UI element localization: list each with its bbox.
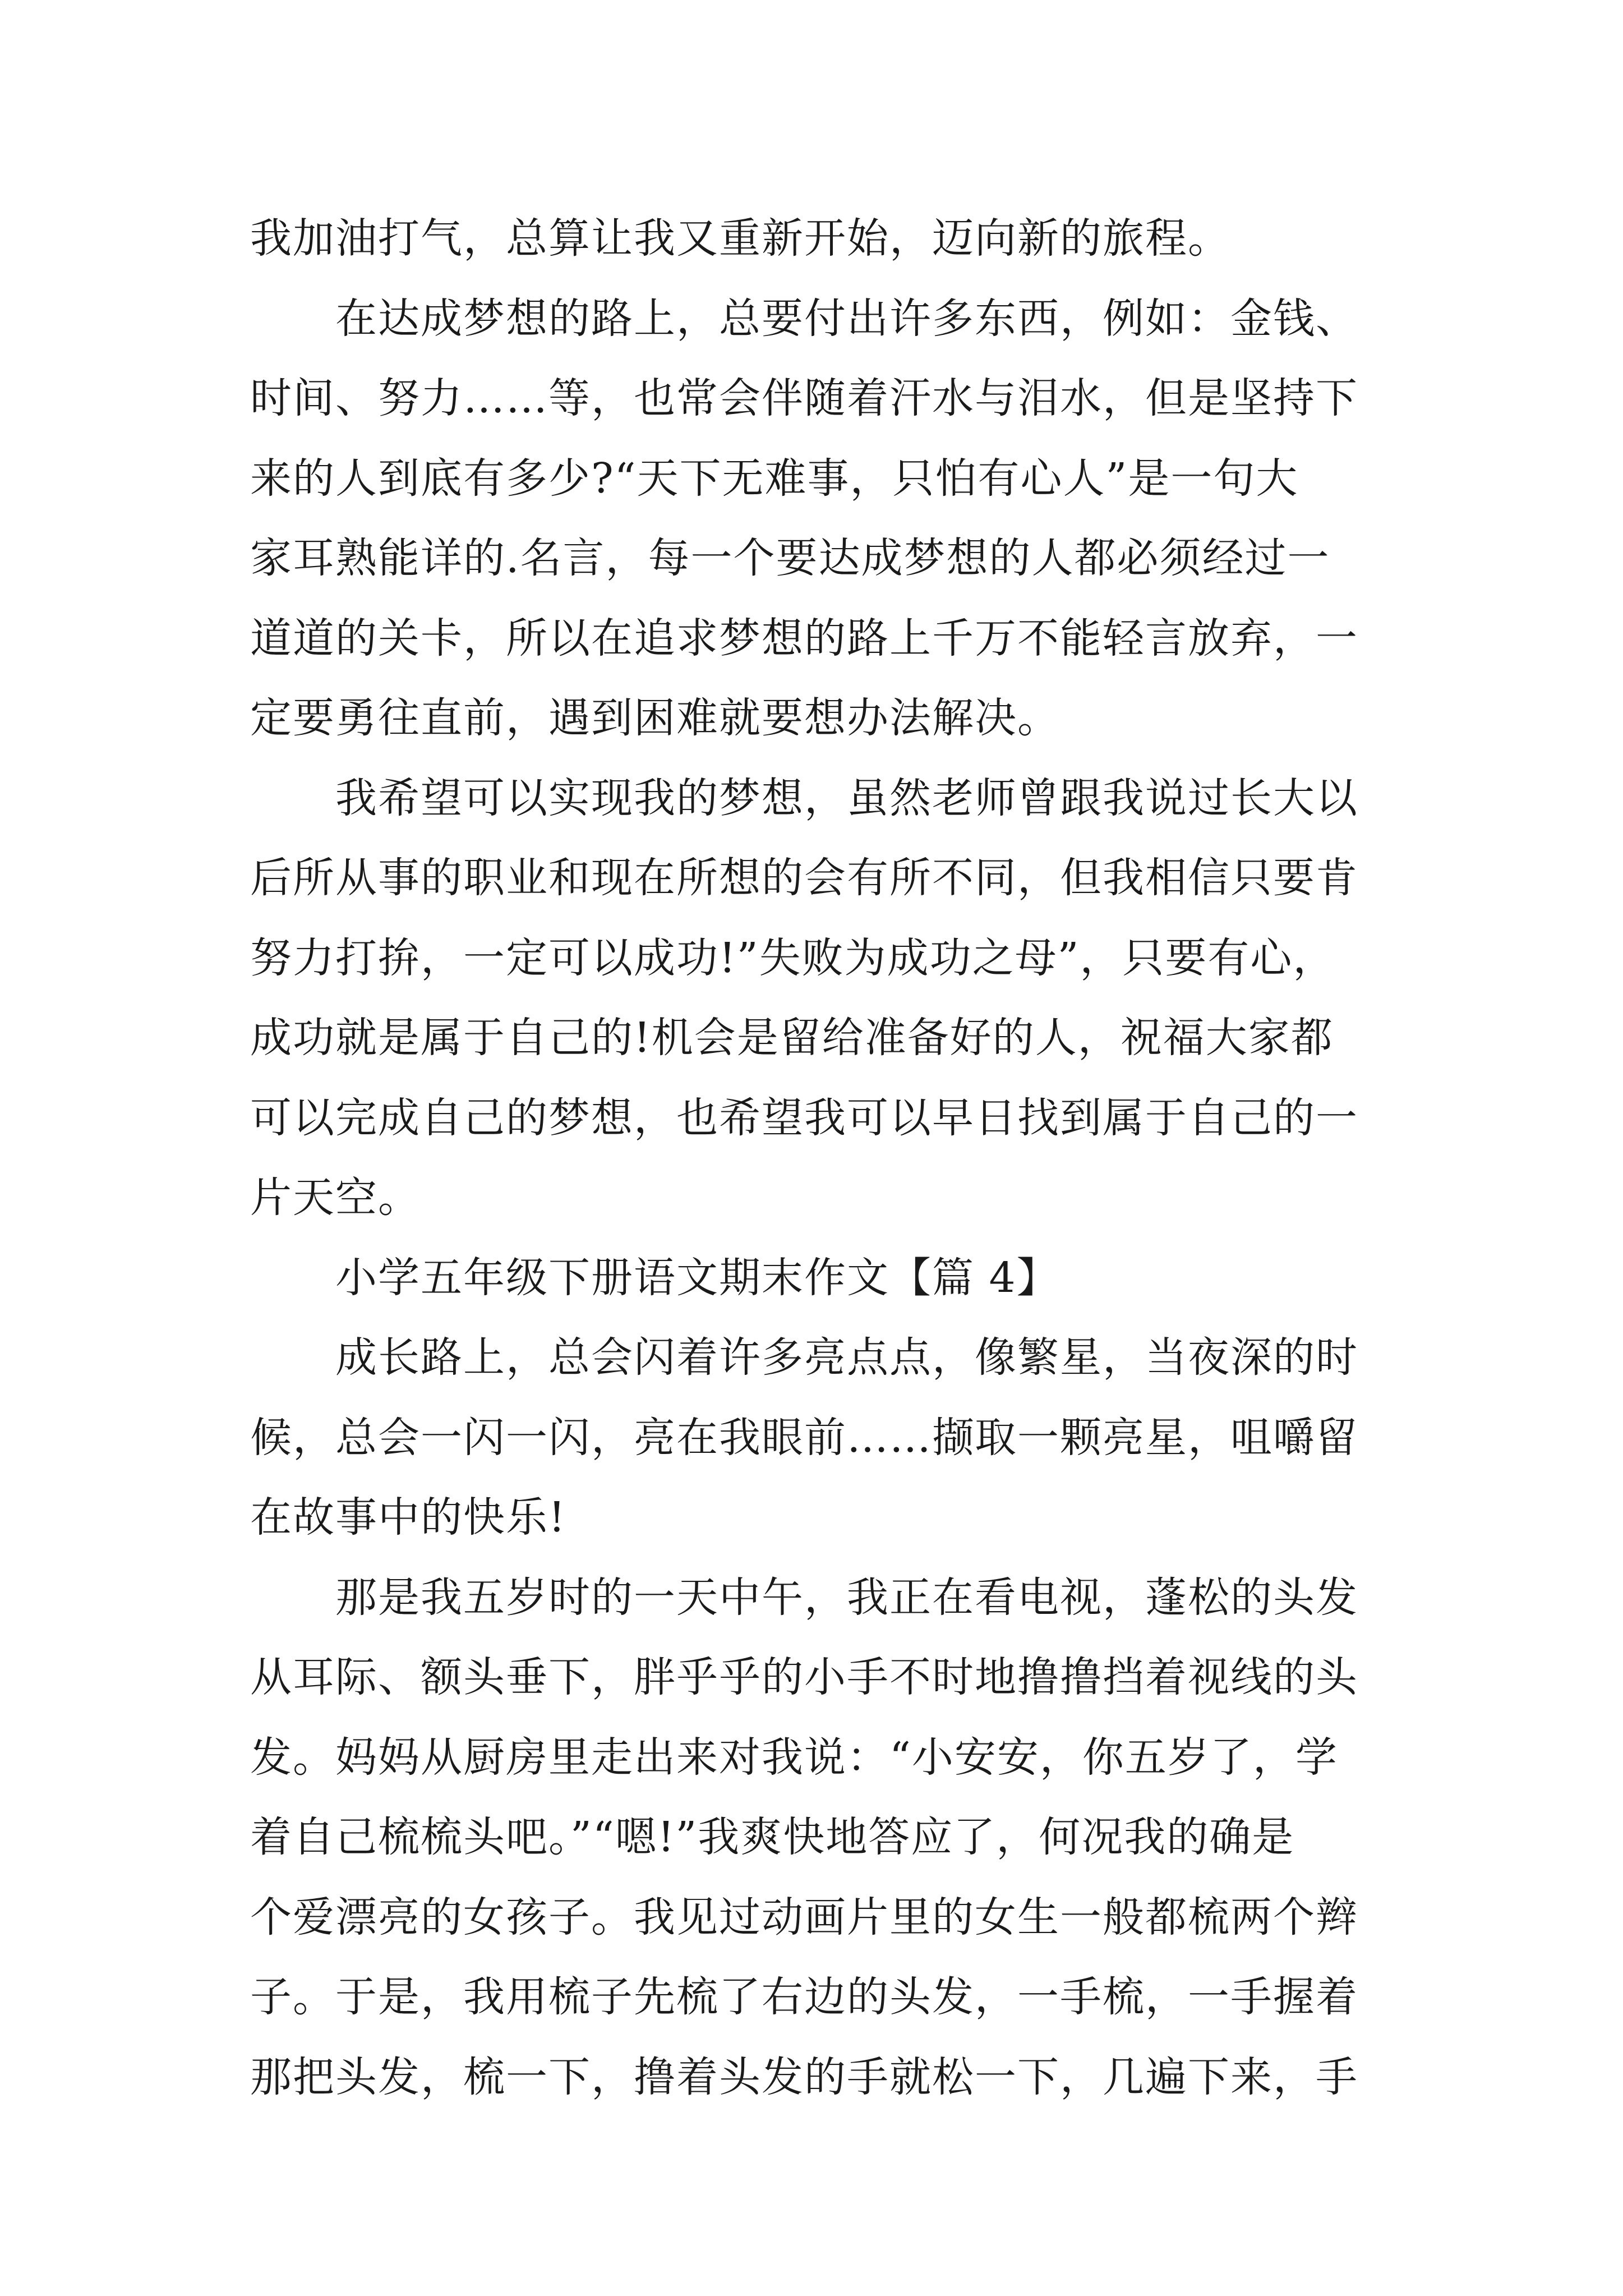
text-line: 后所从事的职业和现在所想的会有所不同，但我相信只要肯	[250, 854, 1358, 902]
text-line: 片天空。	[250, 1174, 421, 1222]
text-line: 那把头发，梳一下，撸着头发的手就松一下，几遍下来，手	[250, 2053, 1358, 2101]
text-line: 发。妈妈从厨房里走出来对我说：“小安安，你五岁了，学	[250, 1733, 1338, 1782]
text-line: 我加油打气，总算让我又重新开始，迈向新的旅程。	[250, 214, 1230, 263]
text-line: 子。于是，我用梳子先梳了右边的头发，一手梳，一手握着	[250, 1973, 1358, 2021]
text-line: 成功就是属于自己的!机会是留给准备好的人，祝福大家都	[250, 1014, 1334, 1062]
text-line: 家耳熟能详的.名言，每一个要达成梦想的人都必须经过一	[250, 534, 1330, 582]
text-line: 努力打拚，一定可以成功!”失败为成功之母”，只要有心，	[250, 934, 1336, 982]
text-line: 从耳际、额头垂下，胖乎乎的小手不时地撸撸挡着视线的头	[250, 1653, 1358, 1701]
text-line: 候，总会一闪一闪，亮在我眼前……撷取一颗亮星，咀嚼留	[250, 1414, 1358, 1462]
text-line: 可以完成自己的梦想，也希望我可以早日找到属于自己的一	[250, 1094, 1358, 1142]
text-line: 着自己梳梳头吧。”“嗯!”我爽快地答应了，何况我的确是	[250, 1813, 1295, 1861]
text-line: 时间、努力……等，也常会伴随着汗水与泪水，但是坚持下	[250, 374, 1358, 422]
text-line: 来的人到底有多少?“天下无难事，只怕有心人”是一句大	[250, 454, 1299, 503]
paragraph-first-line: 我希望可以实现我的梦想，虽然老师曾跟我说过长大以	[335, 774, 1358, 822]
paragraph-first-line: 那是我五岁时的一天中午，我正在看电视，蓬松的头发	[335, 1573, 1358, 1622]
text-line: 道道的关卡，所以在追求梦想的路上千万不能轻言放弃，一	[250, 614, 1358, 662]
section-heading: 小学五年级下册语文期末作文【篇 4】	[335, 1254, 1059, 1302]
text-line: 在故事中的快乐!	[250, 1493, 566, 1542]
text-line: 定要勇往直前，遇到困难就要想办法解决。	[250, 694, 1060, 742]
paragraph-first-line: 在达成梦想的路上，总要付出许多东西，例如：金钱、	[335, 295, 1358, 343]
text-line: 个爱漂亮的女孩子。我见过动画片里的女生一般都梳两个辫	[250, 1893, 1358, 1941]
paragraph-first-line: 成长路上，总会闪着许多亮点点，像繁星，当夜深的时	[335, 1333, 1358, 1382]
